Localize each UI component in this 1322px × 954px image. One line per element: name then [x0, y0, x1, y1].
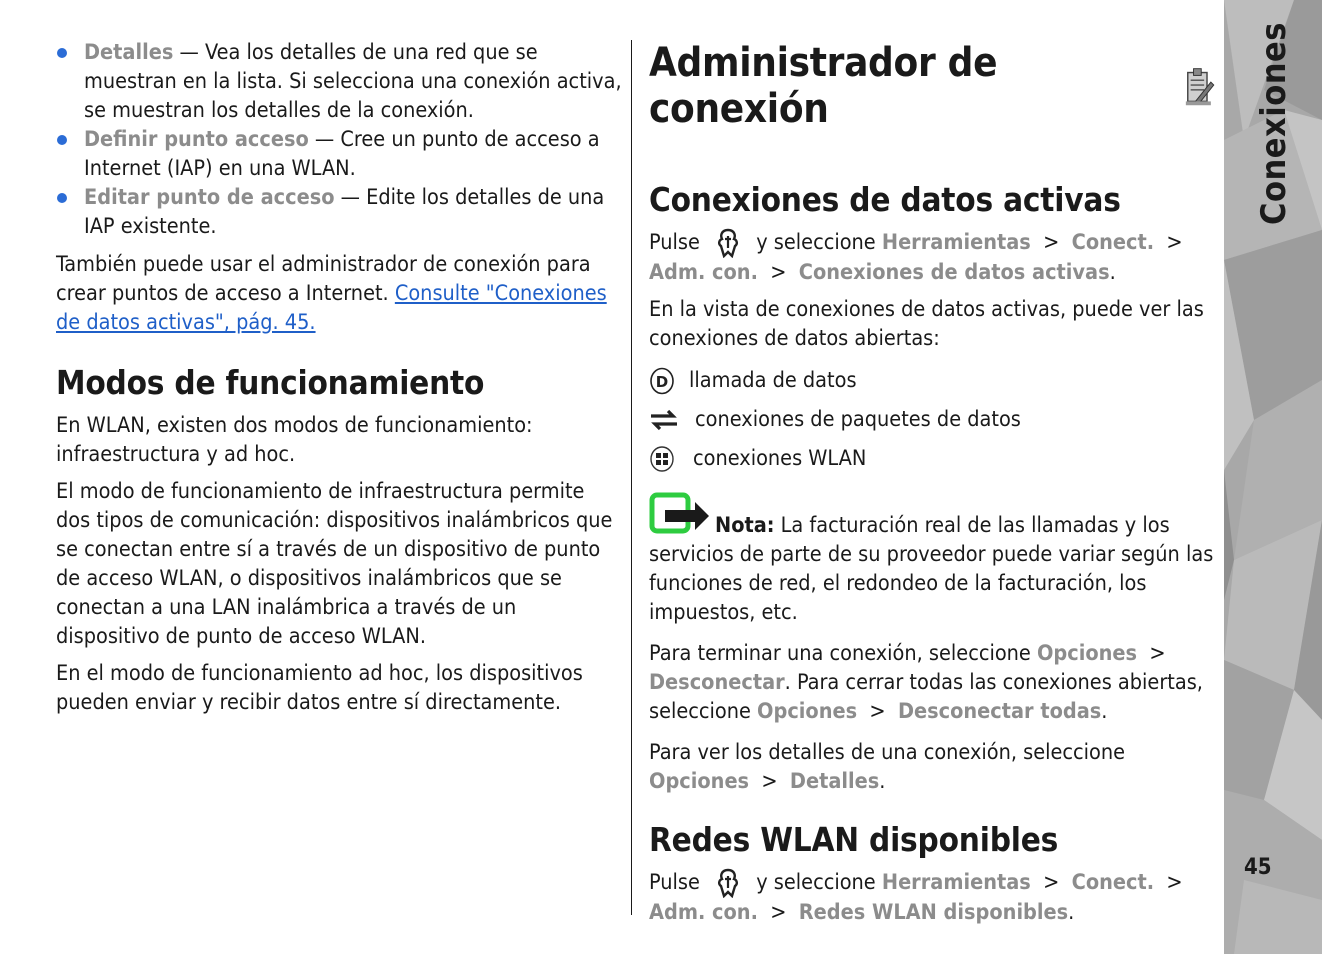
menu-term: Detalles: [84, 40, 174, 65]
note-icon: [649, 492, 711, 536]
page-number: 45: [1244, 855, 1272, 880]
path-separator: >: [761, 769, 778, 794]
paragraph-terminate: [649, 639, 1215, 726]
menu-term: Definir punto acceso: [84, 127, 309, 152]
path-separator: >: [1166, 870, 1183, 895]
path-separator: >: [869, 699, 886, 724]
menu-path-opciones: Opciones: [1036, 641, 1138, 666]
menu-term: Editar punto de acceso: [84, 185, 335, 210]
path-end: .: [1068, 900, 1075, 925]
menu-path-adm-con: Adm. con.: [649, 260, 758, 285]
note-text: La facturación real de las llamadas y los servicios de parte de su proveedor puede variar según las funciones de red, el redondeo de la facturación, los impuestos, etc.: [649, 513, 1214, 625]
connection-manager-icon: [1182, 64, 1215, 108]
heading-wlan-networks: Redes WLAN disponibles: [649, 820, 1059, 859]
note-label: Nota:: [715, 513, 775, 538]
path-text: y seleccione: [756, 870, 876, 895]
icon-legend-item: [649, 361, 1215, 400]
heading-active-connections: Conexiones de datos activas: [649, 180, 1121, 219]
menu-path-adm-con: Adm. con.: [649, 900, 758, 925]
cross-reference-link[interactable]: Consulte "Conexiones de datos activas", pág. 45.: [56, 281, 607, 335]
menu-path-herramientas: Herramientas: [881, 870, 1031, 895]
paragraph-text: . Para cerrar todas las conexiones abiertas, seleccione: [649, 670, 1203, 724]
icon-legend-label: llamada de datos: [689, 368, 857, 393]
path-paragraph: [649, 868, 1215, 927]
menu-path-detalles: Detalles: [789, 769, 880, 794]
path-paragraph: [649, 228, 1215, 287]
menu-path-desconectar: Desconectar: [649, 670, 785, 695]
menu-key-icon: [716, 228, 740, 258]
path-separator: >: [1149, 641, 1166, 666]
path-end: .: [1101, 699, 1108, 724]
path-separator: >: [1166, 230, 1183, 255]
menu-path-conect: Conect.: [1071, 230, 1155, 255]
list-item-text: — Vea los detalles de una red que se muestran en la lista. Si selecciona una conexión activa, se muestran los detalles de la conexión.: [84, 40, 622, 123]
page-title-text: Administrador de conexión: [649, 40, 998, 132]
paragraph-details: [649, 738, 1215, 796]
bullet-icon: [57, 48, 67, 58]
svg-text:D: D: [655, 372, 669, 391]
paragraph-modos-1: En WLAN, existen dos modos de funcionamiento: infraestructura y ad hoc.: [56, 413, 533, 467]
paragraph-vista: En la vista de conexiones de datos activas, puede ver las conexiones de datos abiertas:: [649, 297, 1204, 351]
paragraph-text: También puede usar el administrador de conexión para crear puntos de acceso a Internet.: [56, 252, 591, 306]
list-item-text: — Edite los detalles de una IAP existente.: [84, 185, 605, 239]
menu-path-active-connections: Conexiones de datos activas: [798, 260, 1110, 285]
path-text: y seleccione: [756, 230, 876, 255]
data-call-icon: [649, 367, 675, 395]
path-text: Pulse: [649, 230, 700, 255]
left-column: [56, 38, 622, 725]
menu-key-icon: [716, 868, 740, 898]
path-separator: >: [1043, 230, 1060, 255]
path-separator: >: [770, 900, 787, 925]
column-divider: [631, 40, 632, 915]
paragraph-modos-3: En el modo de funcionamiento ad hoc, los dispositivos pueden enviar y recibir datos entre sí directamente.: [56, 661, 583, 715]
menu-path-wlan-networks: Redes WLAN disponibles: [798, 900, 1069, 925]
icon-legend-label: conexiones de paquetes de datos: [695, 407, 1021, 432]
menu-path-conect: Conect.: [1071, 870, 1155, 895]
menu-path-herramientas: Herramientas: [881, 230, 1031, 255]
paragraph-text: Para terminar una conexión, seleccione: [649, 641, 1037, 666]
chapter-title: Conexiones: [1254, 22, 1294, 225]
menu-path-opciones: Opciones: [757, 699, 858, 724]
path-separator: >: [770, 260, 787, 285]
list-item: [56, 183, 622, 241]
list-item: [56, 125, 622, 183]
paragraph-modos-2: El modo de funcionamiento de infraestructura permite dos tipos de comunicación: dispositivos inalámbricos que se conectan entre sí a través de un dispositivo de punto de acceso WLAN, o dispositivos inalámbricos que se conectan a una LAN inalámbrica a través de un dispositivo de punto de acceso WLAN.: [56, 479, 613, 649]
menu-path-desconectar-todas: Desconectar todas: [897, 699, 1102, 724]
list-item-text: — Cree un punto de acceso a Internet (IAP) en una WLAN.: [84, 127, 600, 181]
paragraph-text: Para ver los detalles de una conexión, seleccione: [649, 740, 1126, 765]
icon-legend-label: conexiones WLAN: [693, 446, 867, 471]
list-item: [56, 38, 622, 125]
right-column: [649, 38, 1215, 935]
icon-legend-item: [649, 400, 1215, 439]
path-end: .: [879, 769, 886, 794]
page-title: [649, 40, 1215, 132]
path-separator: >: [1043, 870, 1060, 895]
wlan-icon: [649, 445, 675, 473]
menu-path-opciones: Opciones: [649, 769, 750, 794]
packet-data-icon: [649, 408, 679, 432]
path-end: .: [1109, 260, 1116, 285]
chapter-sidebar: [1224, 0, 1322, 954]
note-block: [649, 492, 1215, 627]
paragraph-admin: [56, 250, 622, 337]
bullet-icon: [57, 135, 67, 145]
bullet-icon: [57, 193, 67, 203]
option-list: [56, 38, 622, 241]
path-text: Pulse: [649, 870, 700, 895]
heading-modos: Modos de funcionamiento: [56, 363, 485, 402]
icon-legend-item: [649, 439, 1215, 478]
